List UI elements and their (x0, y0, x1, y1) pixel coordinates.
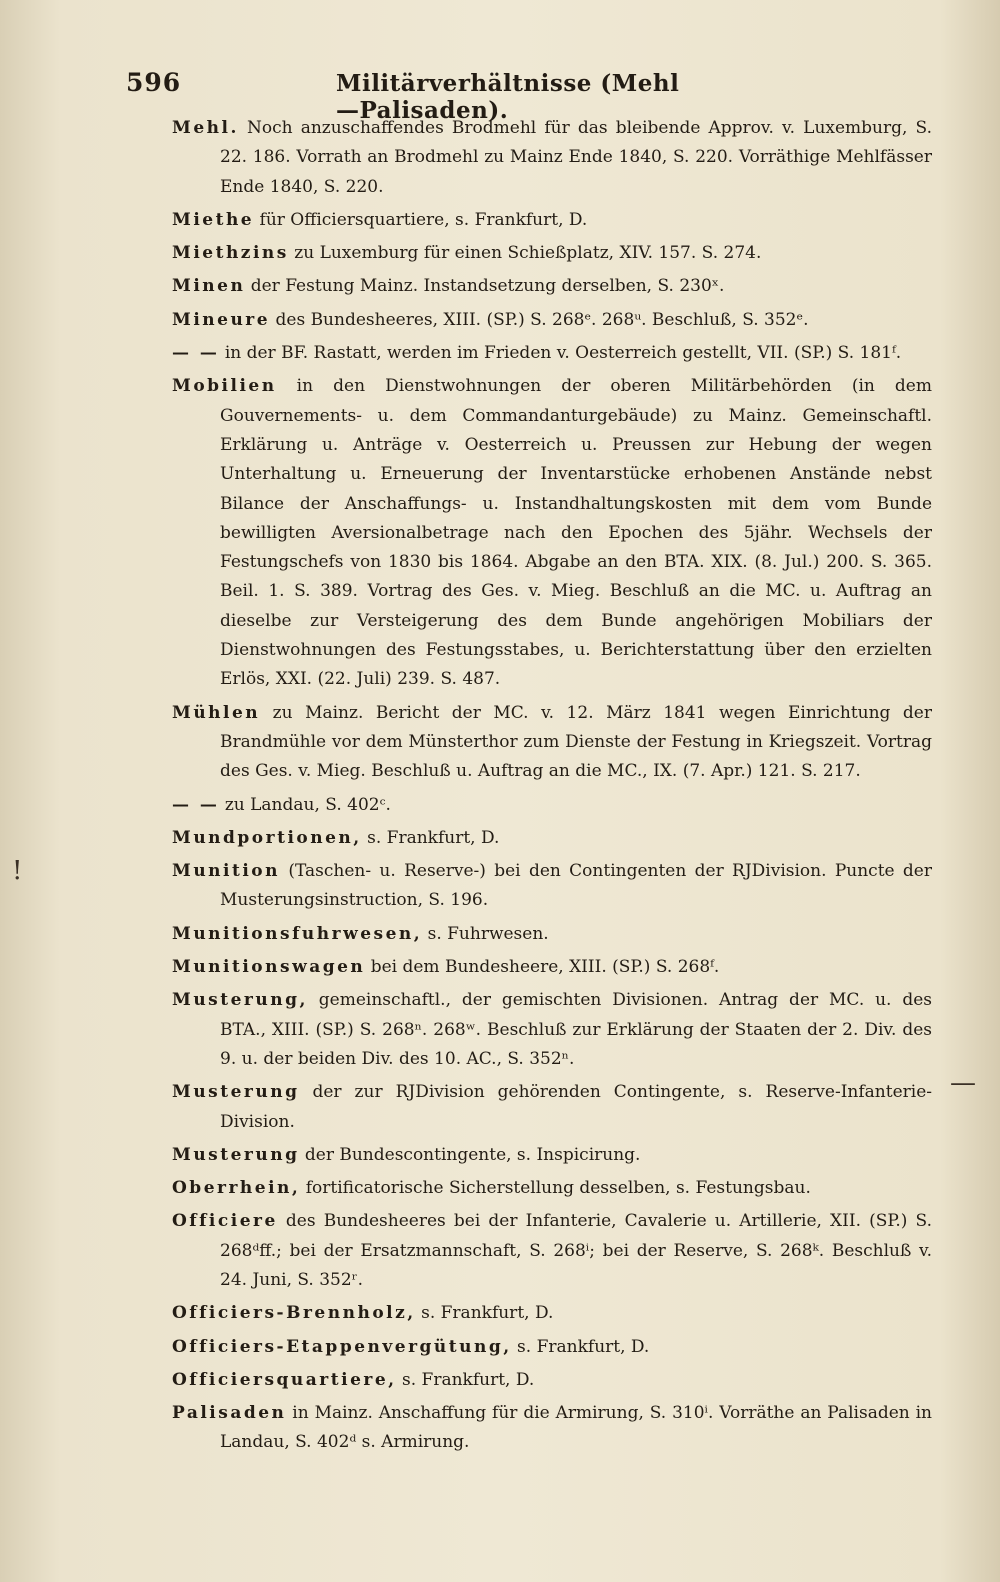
index-entry (172, 986, 932, 1074)
page-number: 596 (126, 68, 182, 97)
margin-mark-right: — (950, 1068, 976, 1098)
margin-mark-left: ! (12, 856, 23, 886)
entry-headword: Officiers-Etappenvergütung, (172, 1336, 512, 1357)
entry-text: bei dem Bundesheere, XIII. (SP.) S. 268ᶠ. (365, 957, 720, 978)
entry-headword: Minen (172, 276, 246, 297)
entry-headword: Mineure (172, 309, 271, 330)
entry-text: in der BF. Rastatt, werden im Frieden v. Oesterreich gestellt, VII. (SP.) S. 181ᶠ. (219, 343, 902, 364)
entry-text: gemeinschaftl., der gemischten Divisionen. Antrag der MC. u. des BTA., XIII. (SP.) S. 268ⁿ. 268ʷ. Beschluß zur Erklärung der Staaten der 2. Div. des 9. u. der beiden Div. des 10. AC., S. 352ⁿ. (220, 990, 932, 1069)
index-entries (172, 114, 932, 1462)
index-entry (172, 920, 932, 949)
entry-headword: Officiersquartiere, (172, 1369, 397, 1390)
entry-headword: Officiers-Brennholz, (172, 1303, 416, 1324)
entry-headword: Officiere (172, 1211, 278, 1232)
entry-headword: Munitionswagen (172, 957, 366, 978)
index-entry (172, 1078, 932, 1137)
index-entry (172, 824, 932, 853)
entry-text: in Mainz. Anschaffung für die Armirung, S. 310ⁱ. Vorräthe an Palisaden in Landau, S. 402ᵈ s. Armirung. (220, 1403, 932, 1453)
entry-headword: — — (172, 343, 220, 364)
index-entry (172, 1207, 932, 1295)
entry-text: s. Frankfurt, D. (511, 1336, 650, 1357)
entry-text: der Festung Mainz. Instandsetzung derselben, S. 230ˣ. (245, 276, 725, 297)
entry-text: fortificatorische Sicherstellung desselben, s. Festungsbau. (300, 1178, 811, 1199)
index-entry (172, 1333, 932, 1362)
entry-text: zu Luxemburg für einen Schießplatz, XIV. 157. S. 274. (288, 243, 762, 264)
entry-text: Noch anzuschaffendes Brodmehl für das bleibende Approv. v. Luxemburg, S. 22. 186. Vorrath an Brodmehl zu Mainz Ende 1840, S. 220. Vorräthige Mehlfässer Ende 1840, S. 220. (220, 118, 932, 197)
entry-headword: Musterung, (172, 990, 308, 1011)
entry-text: des Bundesheeres bei der Infanterie, Cavalerie u. Artillerie, XII. (SP.) S. 268ᵈff.; bei der Ersatzmannschaft, S. 268ⁱ; bei der Reserve, S. 268ᵏ. Beschluß v. 24. Juni, S. 352ʳ. (220, 1211, 932, 1290)
index-entry (172, 1174, 932, 1203)
entry-text: s. Fuhrwesen. (422, 923, 549, 944)
entry-headword: Miethe (172, 209, 255, 230)
entry-text: in den Dienstwohnungen der oberen Militärbehörden (in dem Gouvernements- u. dem Commandanturgebäude) zu Mainz. Gemeinschaftl. Erklärung u. Anträge v. Oesterreich u. Preussen zur Hebung der wegen Unterhaltung u. Erneuerung der Inventarstücke erhobenen Anstände nebst Bilance der Anschaffungs- u. Instandhaltungskosten mit dem vom Bunde bewilligten Aversionalbetrage nach den Epochen des 5jähr. Wechsels der Festungschefs von 1830 bis 1864. Abgabe an den BTA. XIX. (8. Jul.) 200. S. 365. Beil. 1. S. 389. Vortrag des Ges. v. Mieg. Beschluß an die MC. u. Auftrag an dieselbe zur Versteigerung des dem Bunde angehörigen Mobiliars der Dienstwohnungen des Festungsstabes, u. Berichterstattung über den erzielten Erlös, XXI. (22. Juli) 239. S. 487. (220, 376, 932, 690)
entry-headword: Munition (172, 861, 281, 882)
index-entry (172, 1299, 932, 1328)
index-entry (172, 114, 932, 202)
index-entry (172, 791, 932, 820)
entry-text: s. Frankfurt, D. (396, 1369, 535, 1390)
entry-text: der zur RJDivision gehörenden Contingente, s. Reserve-Infanterie-Division. (220, 1082, 932, 1132)
index-entry (172, 1399, 932, 1458)
entry-text: (Taschen- u. Reserve-) bei den Contingenten der RJDivision. Puncte der Musterungsinstruction, S. 196. (220, 861, 932, 911)
entry-text: zu Landau, S. 402ᶜ. (219, 794, 391, 815)
index-entry (172, 372, 932, 694)
index-entry (172, 1141, 932, 1170)
entry-text: s. Frankfurt, D. (415, 1303, 554, 1324)
entry-headword: — — (172, 794, 220, 815)
index-entry (172, 857, 932, 916)
index-entry (172, 272, 932, 301)
index-entry (172, 1366, 932, 1395)
entry-headword: Mühlen (172, 702, 261, 723)
index-entry (172, 339, 932, 368)
entry-headword: Mobilien (172, 376, 277, 397)
index-entry (172, 306, 932, 335)
page-header (126, 68, 686, 124)
entry-headword: Mehl. (172, 118, 239, 138)
entry-text: s. Frankfurt, D. (361, 827, 500, 848)
entry-headword: Munitionsfuhrwesen, (172, 923, 423, 944)
entry-headword: Musterung (172, 1144, 300, 1165)
index-entry (172, 953, 932, 982)
entry-text: zu Mainz. Bericht der MC. v. 12. März 1841 wegen Einrichtung der Brandmühle vor dem Münsterthor zum Dienste der Festung in Kriegszeit. Vortrag des Ges. v. Mieg. Beschluß u. Auftrag an die MC., IX. (7. Apr.) 121. S. 217. (220, 702, 932, 782)
entry-headword: Palisaden (172, 1403, 287, 1424)
index-entry (172, 206, 932, 235)
running-title: Militärverhältnisse (Mehl—Palisaden). (336, 70, 680, 124)
index-entry (172, 699, 932, 787)
entry-headword: Oberrhein, (172, 1178, 301, 1199)
index-entry (172, 239, 932, 268)
entry-text: für Officiersquartiere, s. Frankfurt, D. (254, 209, 588, 230)
entry-headword: Mundportionen, (172, 827, 362, 848)
entry-headword: Musterung (172, 1082, 300, 1103)
entry-text: des Bundesheeres, XIII. (SP.) S. 268ᵉ. 268ᵘ. Beschluß, S. 352ᵉ. (270, 309, 809, 330)
entry-text: der Bundescontingente, s. Inspicirung. (299, 1144, 641, 1165)
entry-headword: Miethzins (172, 243, 289, 264)
